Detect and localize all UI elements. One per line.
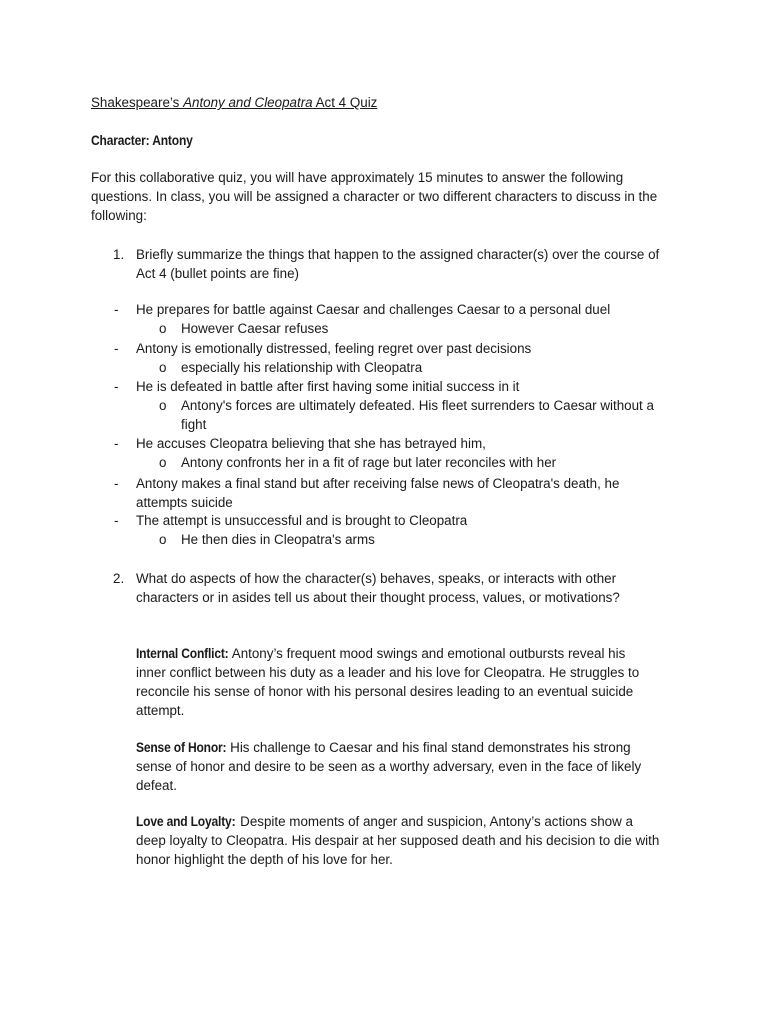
bullet-dash: - bbox=[114, 476, 119, 491]
bullet-dash: - bbox=[114, 513, 119, 528]
question-number: 1. bbox=[113, 247, 125, 262]
sub-bullet-text: He then dies in Cleopatra's arms bbox=[181, 532, 375, 547]
answer-love-and-loyalty bbox=[136, 812, 633, 831]
answer-text: deep loyalty to Cleopatra. His despair at her supposed death and his decision to die with bbox=[136, 833, 660, 848]
bullet-dash: - bbox=[114, 379, 119, 394]
question-2-line: characters or in asides tell us about their thought process, values, or motivations? bbox=[136, 590, 620, 605]
sub-bullet-marker: o bbox=[159, 455, 167, 470]
sub-bullet-text: Antony's forces are ultimately defeated. His fleet surrenders to Caesar without a bbox=[181, 398, 654, 413]
sub-bullet-marker: o bbox=[159, 321, 167, 336]
title-suffix: Act 4 Quiz bbox=[312, 95, 378, 110]
sub-bullet-marker: o bbox=[159, 532, 167, 547]
bullet-text: He prepares for battle against Caesar and challenges Caesar to a personal duel bbox=[136, 302, 611, 317]
bullet-dash: - bbox=[114, 436, 119, 451]
answer-text: Antony’s frequent mood swings and emotional outbursts reveal his bbox=[228, 646, 626, 661]
answer-label: Internal Conflict: bbox=[136, 646, 229, 661]
sub-bullet-text-continued: fight bbox=[181, 417, 207, 432]
title-prefix: Shakespeare’s bbox=[91, 95, 184, 110]
answer-text: sense of honor and desire to be seen as a worthy adversary, even in the face of likely bbox=[136, 759, 642, 774]
question-number: 2. bbox=[113, 571, 125, 586]
sub-bullet-text: However Caesar refuses bbox=[181, 321, 329, 336]
answer-text: Despite moments of anger and suspicion, Antony’s actions show a bbox=[236, 814, 633, 829]
bullet-text: He accuses Cleopatra believing that she has betrayed him, bbox=[136, 436, 486, 451]
answer-internal-conflict bbox=[136, 644, 625, 663]
intro-line: For this collaborative quiz, you will have approximately 15 minutes to answer the following bbox=[91, 170, 624, 185]
bullet-text: Antony makes a final stand but after receiving false news of Cleopatra's death, he bbox=[136, 476, 620, 491]
answer-label: Sense of Honor: bbox=[136, 740, 227, 755]
character-heading: Character: Antony bbox=[91, 132, 193, 148]
bullet-text: Antony is emotionally distressed, feeling regret over past decisions bbox=[136, 341, 532, 356]
sub-bullet-text: especially his relationship with Cleopatra bbox=[181, 360, 423, 375]
intro-line: following: bbox=[91, 208, 147, 223]
bullet-text: The attempt is unsuccessful and is brought to Cleopatra bbox=[136, 513, 468, 528]
bullet-dash: - bbox=[114, 341, 119, 356]
title-play-name: Antony and Cleopatra bbox=[183, 95, 313, 110]
intro-line: questions. In class, you will be assigned a character or two different characters to discuss in the bbox=[91, 189, 658, 204]
sub-bullet-marker: o bbox=[159, 398, 167, 413]
bullet-dash: - bbox=[114, 302, 119, 317]
sub-bullet-text: Antony confronts her in a fit of rage but later reconciles with her bbox=[181, 455, 557, 470]
answer-text: His challenge to Caesar and his final stand demonstrates his strong bbox=[226, 740, 631, 755]
answer-label: Love and Loyalty: bbox=[136, 814, 236, 829]
answer-text: honor highlight the depth of his love for her. bbox=[136, 852, 393, 867]
answer-text: inner conflict between his duty as a leader and his love for Cleopatra. He struggles to bbox=[136, 665, 640, 680]
question-1-line: Act 4 (bullet points are fine) bbox=[136, 266, 300, 281]
question-1-line: Briefly summarize the things that happen to the assigned character(s) over the course of bbox=[136, 247, 660, 262]
question-2-line: What do aspects of how the character(s) behaves, speaks, or interacts with other bbox=[136, 571, 617, 586]
sub-bullet-marker: o bbox=[159, 360, 167, 375]
bullet-text: He is defeated in battle after first having some initial success in it bbox=[136, 379, 520, 394]
answer-sense-of-honor bbox=[136, 738, 631, 757]
answer-text: reconcile his sense of honor with his personal desires leading to an eventual suicide bbox=[136, 684, 634, 699]
document-title bbox=[91, 93, 377, 112]
answer-text: defeat. bbox=[136, 778, 177, 793]
answer-text: attempt. bbox=[136, 703, 185, 718]
bullet-text-continued: attempts suicide bbox=[136, 495, 233, 510]
